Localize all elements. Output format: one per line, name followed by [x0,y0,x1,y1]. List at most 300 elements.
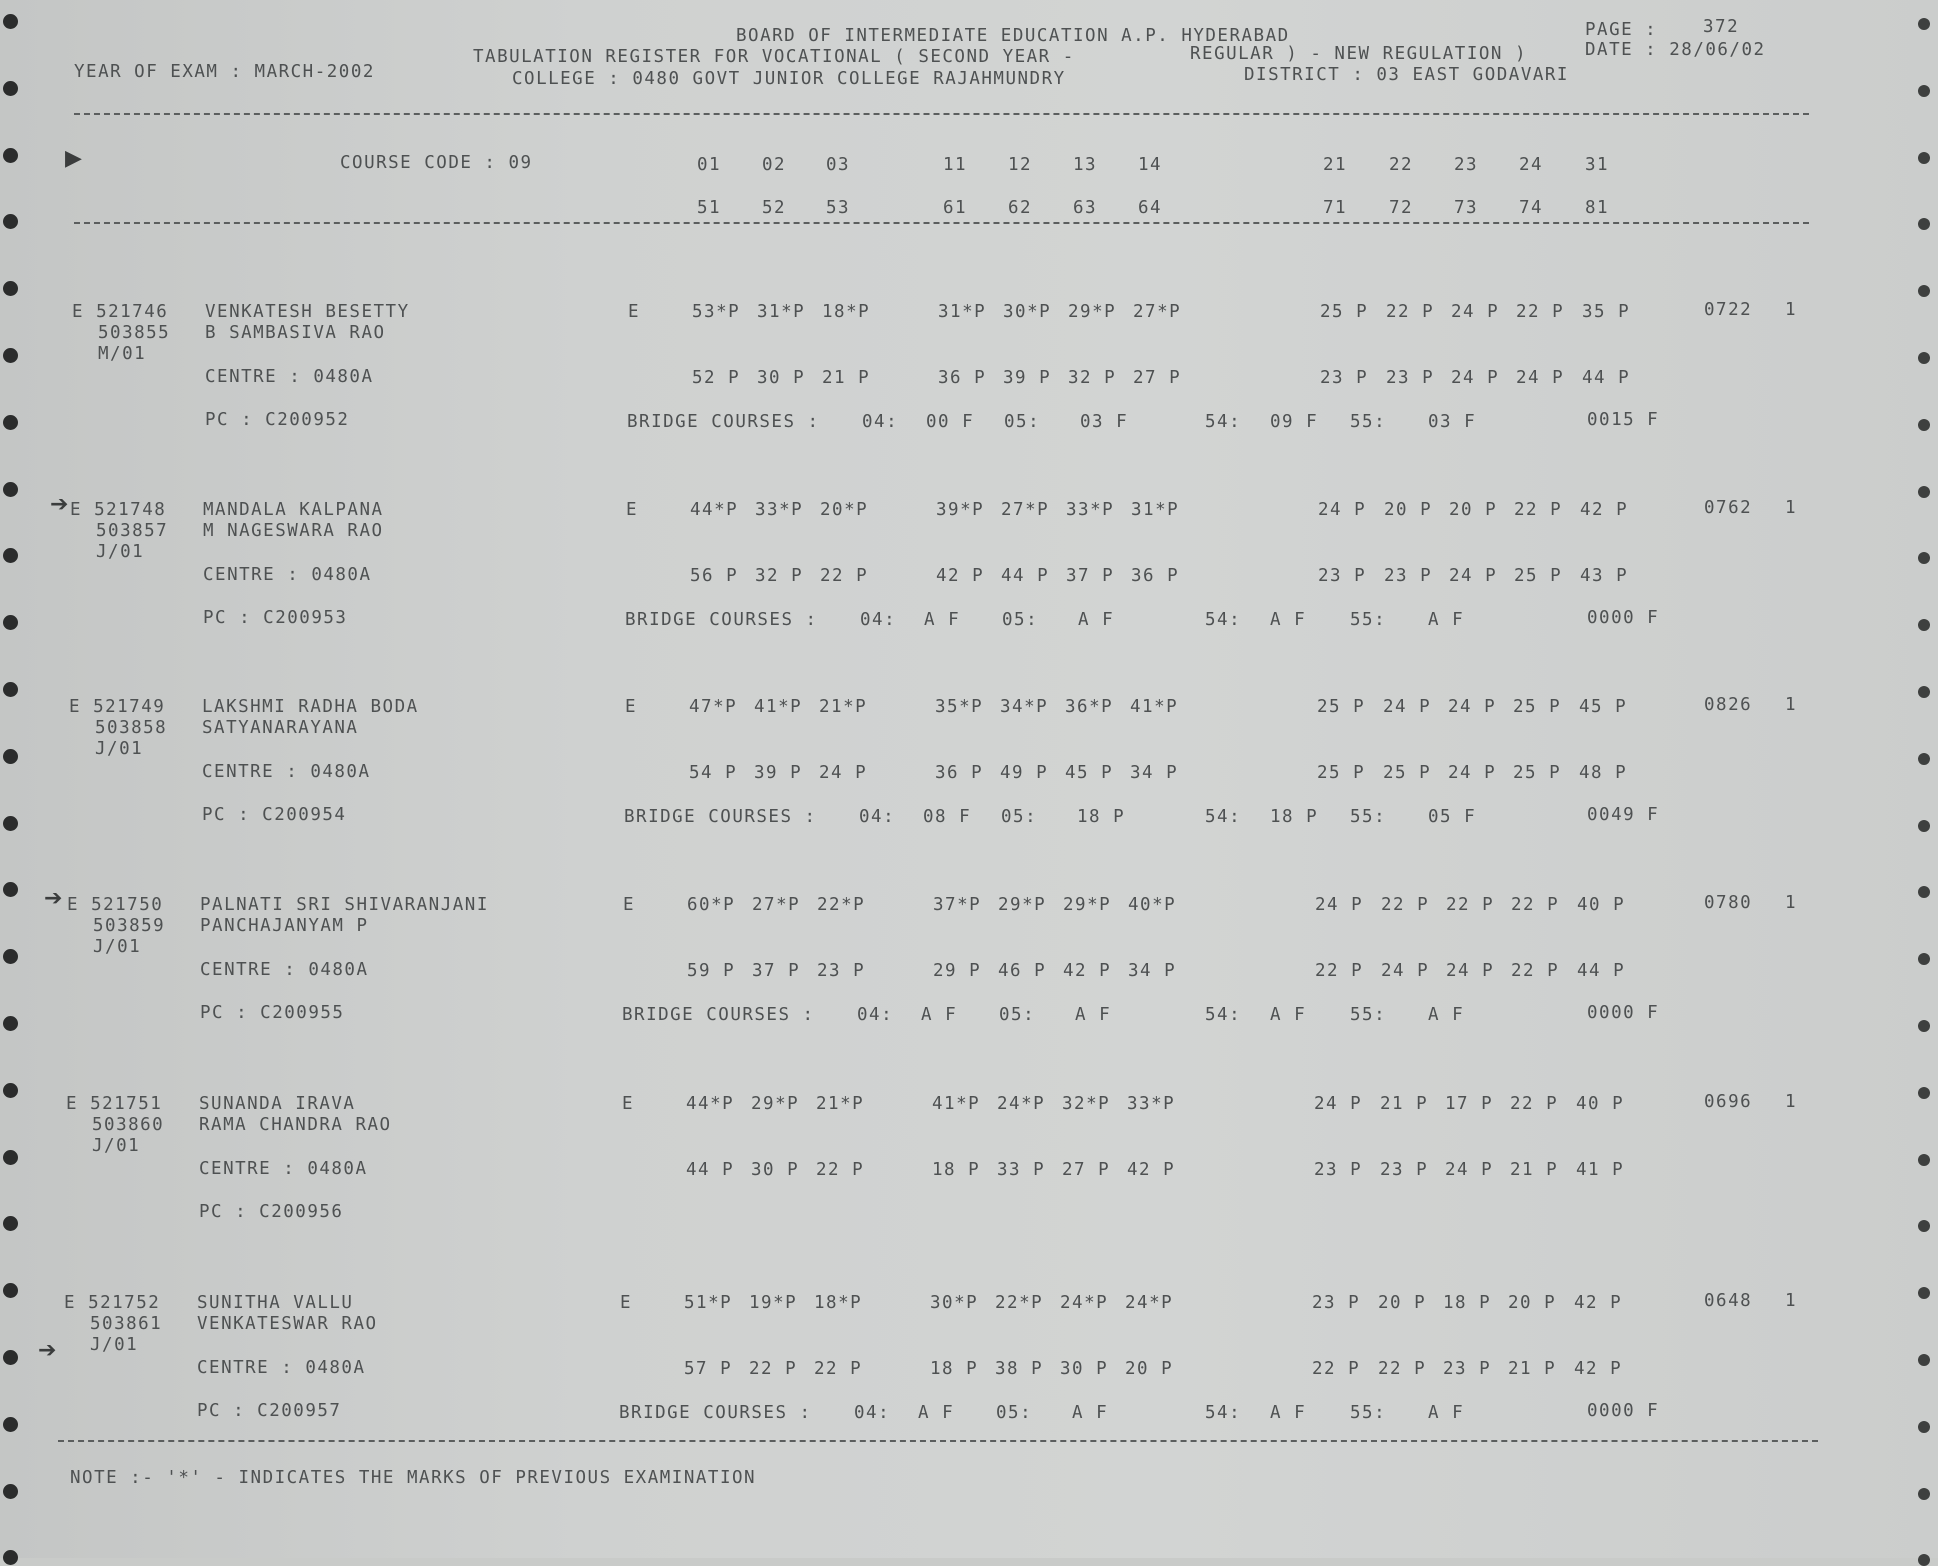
mark-cell: 24 P [1448,697,1497,717]
feed-hole [1918,352,1930,364]
grand-total: 0826 [1704,695,1753,715]
page-label: PAGE : [1585,20,1658,40]
bridge-mark: 18 P [1270,807,1319,827]
feed-hole [3,1350,18,1365]
header-divider-bottom [74,222,1809,224]
bridge-mark: A F [1078,610,1115,630]
feed-hole [3,14,18,29]
mark-cell: 44 P [686,1160,735,1180]
tick-arrow-icon: ➔ [38,1338,57,1363]
bridge-code: 04: [854,1403,891,1423]
mark-cell: 27*P [1133,302,1182,322]
mark-cell: 22 P [1381,895,1430,915]
mark-cell: 27*P [752,895,801,915]
mark-cell: 23 P [1384,566,1433,586]
feed-hole [1918,18,1930,30]
father-name: VENKATESWAR RAO [197,1314,378,1334]
mark-cell: 45 P [1065,763,1114,783]
bridge-total: 0015 F [1587,410,1660,430]
exam-code: E 521751 [66,1094,163,1114]
student-name: SUNITHA VALLU [197,1293,354,1313]
mark-cell: 22 P [1386,302,1435,322]
mark-cell: 44 P [1577,961,1626,981]
mark-cell: 30*P [930,1293,979,1313]
feed-hole [3,1150,18,1165]
mark-cell: 32 P [755,566,804,586]
bridge-label: BRIDGE COURSES : [625,610,818,630]
course-col-23: 23 [1454,155,1479,175]
bridge-mark: A F [1428,1403,1465,1423]
feed-hole [1918,1087,1930,1099]
course-col-11: 11 [943,155,968,175]
mark-cell: 46 P [998,961,1047,981]
mark-cell: 33*P [755,500,804,520]
bridge-mark: 03 F [1080,412,1129,432]
mark-cell: 32 P [1068,368,1117,388]
mark-cell: 27*P [1001,500,1050,520]
centre: CENTRE : 0480A [203,565,372,585]
bridge-code: 54: [1205,1403,1242,1423]
district-name: DISTRICT : 03 EAST GODAVARI [1244,65,1569,85]
mark-cell: 40 P [1577,895,1626,915]
medium: E [622,1094,635,1114]
bridge-label: BRIDGE COURSES : [624,807,817,827]
mark-cell: 37*P [933,895,982,915]
feed-hole [3,348,18,363]
mark-cell: 36*P [1065,697,1114,717]
bridge-mark: A F [1075,1005,1112,1025]
course-col-81: 81 [1585,198,1610,218]
mark-cell: 22 P [1312,1359,1361,1379]
mark-cell: 41*P [932,1094,981,1114]
mark-cell: 24 P [1451,302,1500,322]
mark-cell: 22*P [995,1293,1044,1313]
grand-total: 0696 [1704,1092,1753,1112]
mark-cell: 24 P [1445,1160,1494,1180]
bridge-code: 54: [1205,807,1242,827]
course-col-03: 03 [826,155,851,175]
feed-hole [1918,85,1930,97]
feed-hole [3,749,18,764]
centre: CENTRE : 0480A [199,1159,368,1179]
mark-cell: 22 P [1514,500,1563,520]
mark-cell: 33*P [1127,1094,1176,1114]
bridge-code: 55: [1350,1005,1387,1025]
bridge-mark: A F [1072,1403,1109,1423]
course-col-62: 62 [1008,198,1033,218]
mark-cell: 21 P [1380,1094,1429,1114]
tick-arrow-icon: ➔ [44,886,63,911]
mark-cell: 25 P [1320,302,1369,322]
course-col-52: 52 [762,198,787,218]
mark-cell: 24 P [819,763,868,783]
mark-cell: 31*P [757,302,806,322]
mark-cell: 31*P [938,302,987,322]
mark-cell: 22*P [817,895,866,915]
group-code: M/01 [98,344,147,364]
mark-cell: 21*P [819,697,868,717]
bridge-code: 54: [1205,412,1242,432]
mark-cell: 22 P [814,1359,863,1379]
feed-hole [3,816,18,831]
feed-hole [1918,753,1930,765]
mark-cell: 24 P [1451,368,1500,388]
student-name: VENKATESH BESETTY [205,302,410,322]
mark-cell: 22 P [1315,961,1364,981]
course-col-61: 61 [943,198,968,218]
mark-cell: 54 P [689,763,738,783]
mark-cell: 20 P [1125,1359,1174,1379]
course-col-22: 22 [1389,155,1414,175]
bridge-code: 55: [1350,807,1387,827]
feed-hole [1918,1421,1930,1433]
mark-cell: 27 P [1062,1160,1111,1180]
father-name: B SAMBASIVA RAO [205,323,386,343]
mark-cell: 22 P [816,1160,865,1180]
course-col-21: 21 [1323,155,1348,175]
feed-hole [3,148,18,163]
mark-cell: 42 P [1063,961,1112,981]
bridge-code: 04: [859,807,896,827]
mark-cell: 25 P [1317,763,1366,783]
pc-number: PC : C200955 [200,1003,345,1023]
mark-cell: 20 P [1508,1293,1557,1313]
result-division: 1 [1785,300,1798,320]
result-division: 1 [1785,1291,1798,1311]
result-division: 1 [1785,695,1798,715]
roll-number: 503858 [95,718,168,738]
mark-cell: 24 P [1315,895,1364,915]
grand-total: 0780 [1704,893,1753,913]
grand-total: 0762 [1704,498,1753,518]
mark-cell: 32*P [1062,1094,1111,1114]
exam-code: E 521746 [72,302,169,322]
student-name: PALNATI SRI SHIVARANJANI [200,895,489,915]
mark-cell: 30 P [751,1160,800,1180]
feed-hole [1918,686,1930,698]
mark-cell: 44 P [1001,566,1050,586]
mark-cell: 22 P [820,566,869,586]
mark-cell: 22 P [1511,895,1560,915]
mark-cell: 40 P [1576,1094,1625,1114]
mark-cell: 39*P [936,500,985,520]
pc-number: PC : C200957 [197,1401,342,1421]
course-col-71: 71 [1323,198,1348,218]
mark-cell: 20 P [1378,1293,1427,1313]
mark-cell: 42 P [1127,1160,1176,1180]
mark-cell: 22 P [1378,1359,1427,1379]
mark-cell: 44*P [686,1094,735,1114]
mark-cell: 44 P [1582,368,1631,388]
mark-cell: 22 P [749,1359,798,1379]
grand-total: 0722 [1704,300,1753,320]
footer-divider [58,1440,1818,1442]
course-col-64: 64 [1138,198,1163,218]
mark-cell: 24 P [1446,961,1495,981]
course-col-73: 73 [1454,198,1479,218]
mark-cell: 24 P [1516,368,1565,388]
mark-cell: 18*P [814,1293,863,1313]
course-col-53: 53 [826,198,851,218]
mark-cell: 18 P [932,1160,981,1180]
mark-cell: 24*P [1060,1293,1109,1313]
medium: E [625,697,638,717]
bridge-code: 05: [999,1005,1036,1025]
bridge-label: BRIDGE COURSES : [619,1403,812,1423]
page-number: 372 [1703,17,1740,37]
pc-number: PC : C200954 [202,805,347,825]
father-name: RAMA CHANDRA RAO [199,1115,392,1135]
college-name: COLLEGE : 0480 GOVT JUNIOR COLLEGE RAJAHMUNDRY [512,69,1066,89]
feed-hole [3,415,18,430]
bridge-code: 55: [1350,610,1387,630]
student-name: SUNANDA IRAVA [199,1094,356,1114]
mark-cell: 25 P [1514,566,1563,586]
mark-cell: 37 P [1066,566,1115,586]
mark-cell: 41*P [754,697,803,717]
bridge-code: 55: [1350,412,1387,432]
register-title: TABULATION REGISTER FOR VOCATIONAL ( SECOND YEAR - [473,47,1075,67]
mark-cell: 34 P [1130,763,1179,783]
medium: E [623,895,636,915]
mark-cell: 21*P [816,1094,865,1114]
bridge-code: 04: [860,610,897,630]
mark-cell: 22 P [1446,895,1495,915]
bridge-code: 05: [1002,610,1039,630]
bridge-code: 05: [1001,807,1038,827]
mark-cell: 48 P [1579,763,1628,783]
mark-cell: 30 P [757,368,806,388]
mark-cell: 33*P [1066,500,1115,520]
mark-cell: 24 P [1314,1094,1363,1114]
mark-cell: 59 P [687,961,736,981]
bridge-mark: A F [918,1403,955,1423]
group-code: J/01 [93,937,142,957]
bridge-code: 05: [1004,412,1041,432]
course-col-14: 14 [1138,155,1163,175]
course-col-24: 24 [1519,155,1544,175]
board-title: BOARD OF INTERMEDIATE EDUCATION A.P. HYDERABAD [736,26,1290,46]
bridge-code: 55: [1350,1403,1387,1423]
footnote: NOTE :- '*' - INDICATES THE MARKS OF PREVIOUS EXAMINATION [70,1468,757,1488]
mark-cell: 23 P [1314,1160,1363,1180]
pc-number: PC : C200956 [199,1202,344,1222]
feed-hole [1918,1488,1930,1500]
mark-cell: 21 P [822,368,871,388]
mark-cell: 17 P [1445,1094,1494,1114]
mark-cell: 24*P [1125,1293,1174,1313]
mark-cell: 24*P [997,1094,1046,1114]
father-name: M NAGESWARA RAO [203,521,384,541]
pc-number: PC : C200952 [205,410,350,430]
mark-cell: 45 P [1579,697,1628,717]
mark-cell: 42 P [936,566,985,586]
feed-hole [1918,152,1930,164]
mark-cell: 29*P [1068,302,1117,322]
centre: CENTRE : 0480A [202,762,371,782]
feed-hole [3,1083,18,1098]
group-code: J/01 [96,542,145,562]
bridge-label: BRIDGE COURSES : [627,412,820,432]
exam-code: E 521750 [67,895,164,915]
mark-cell: 60*P [687,895,736,915]
mark-cell: 52 P [692,368,741,388]
mark-cell: 29*P [1063,895,1112,915]
mark-cell: 22 P [1510,1094,1559,1114]
mark-cell: 21 P [1510,1160,1559,1180]
student-name: MANDALA KALPANA [203,500,384,520]
bridge-mark: A F [1270,610,1307,630]
mark-cell: 24 P [1449,566,1498,586]
centre: CENTRE : 0480A [200,960,369,980]
pointer-mark-icon: ▶ [65,146,82,171]
mark-cell: 23 P [1320,368,1369,388]
course-col-13: 13 [1073,155,1098,175]
mark-cell: 20 P [1449,500,1498,520]
tick-arrow-icon: ➔ [50,492,69,517]
course-col-72: 72 [1389,198,1414,218]
course-col-51: 51 [697,198,722,218]
feed-hole [3,682,18,697]
mark-cell: 33 P [997,1160,1046,1180]
mark-cell: 25 P [1513,697,1562,717]
mark-cell: 23 P [1380,1160,1429,1180]
roll-number: 503861 [90,1314,163,1334]
mark-cell: 25 P [1317,697,1366,717]
centre: CENTRE : 0480A [197,1358,366,1378]
mark-cell: 44*P [690,500,739,520]
result-division: 1 [1785,893,1798,913]
mark-cell: 41*P [1130,697,1179,717]
mark-cell: 43 P [1580,566,1629,586]
bridge-mark: A F [921,1005,958,1025]
mark-cell: 19*P [749,1293,798,1313]
mark-cell: 31*P [1131,500,1180,520]
medium: E [626,500,639,520]
feed-hole [1918,1154,1930,1166]
mark-cell: 23 P [1318,566,1367,586]
bridge-label: BRIDGE COURSES : [622,1005,815,1025]
feed-hole [1918,1020,1930,1032]
mark-cell: 42 P [1580,500,1629,520]
mark-cell: 25 P [1383,763,1432,783]
bridge-total: 0000 F [1587,1003,1660,1023]
medium: E [628,302,641,322]
bridge-code: 05: [996,1403,1033,1423]
mark-cell: 36 P [935,763,984,783]
bridge-total: 0000 F [1587,608,1660,628]
exam-code: E 521749 [69,697,166,717]
mark-cell: 23 P [1312,1293,1361,1313]
mark-cell: 23 P [1386,368,1435,388]
mark-cell: 25 P [1513,763,1562,783]
mark-cell: 29*P [998,895,1047,915]
bridge-mark: 18 P [1077,807,1126,827]
mark-cell: 47*P [689,697,738,717]
bridge-total: 0000 F [1587,1401,1660,1421]
exam-code: E 521748 [70,500,167,520]
mark-cell: 18*P [822,302,871,322]
mark-cell: 29 P [933,961,982,981]
mark-cell: 35 P [1582,302,1631,322]
feed-hole [3,1417,18,1432]
mark-cell: 34 P [1128,961,1177,981]
bridge-mark: A F [1428,610,1465,630]
mark-cell: 20*P [820,500,869,520]
mark-cell: 39 P [1003,368,1052,388]
course-code: COURSE CODE : 09 [340,153,533,173]
bridge-mark: 08 F [923,807,972,827]
course-col-31: 31 [1585,155,1610,175]
mark-cell: 39 P [754,763,803,783]
bridge-code: 04: [857,1005,894,1025]
mark-cell: 36 P [938,368,987,388]
feed-hole [1918,820,1930,832]
mark-cell: 41 P [1576,1160,1625,1180]
year-of-exam: YEAR OF EXAM : MARCH-2002 [74,62,375,82]
feed-hole [3,81,18,96]
mark-cell: 51*P [684,1293,733,1313]
mark-cell: 18 P [930,1359,979,1379]
student-name: LAKSHMI RADHA BODA [202,697,419,717]
feed-hole [1918,1354,1930,1366]
mark-cell: 40*P [1128,895,1177,915]
header-divider-top [74,113,1809,115]
bridge-code: 04: [862,412,899,432]
mark-cell: 37 P [752,961,801,981]
mark-cell: 23 P [1443,1359,1492,1379]
roll-number: 503860 [92,1115,165,1135]
mark-cell: 21 P [1508,1359,1557,1379]
report-date: DATE : 28/06/02 [1585,40,1766,60]
mark-cell: 24 P [1381,961,1430,981]
feed-hole [3,482,18,497]
roll-number: 503857 [96,521,169,541]
mark-cell: 22 P [1511,961,1560,981]
feed-hole [1918,1554,1930,1566]
mark-cell: 22 P [1516,302,1565,322]
mark-cell: 56 P [690,566,739,586]
medium: E [620,1293,633,1313]
grand-total: 0648 [1704,1291,1753,1311]
course-col-02: 02 [762,155,787,175]
bridge-mark: A F [924,610,961,630]
mark-cell: 35*P [935,697,984,717]
mark-cell: 36 P [1131,566,1180,586]
mark-cell: 30 P [1060,1359,1109,1379]
feed-hole [3,1484,18,1499]
father-name: PANCHAJANYAM P [200,916,369,936]
centre: CENTRE : 0480A [205,367,374,387]
bridge-mark: A F [1270,1403,1307,1423]
bridge-mark: 00 F [926,412,975,432]
mark-cell: 18 P [1443,1293,1492,1313]
mark-cell: 57 P [684,1359,733,1379]
result-division: 1 [1785,1092,1798,1112]
mark-cell: 24 P [1383,697,1432,717]
mark-cell: 42 P [1574,1359,1623,1379]
mark-cell: 30*P [1003,302,1052,322]
bridge-mark: A F [1270,1005,1307,1025]
roll-number: 503859 [93,916,166,936]
roll-number: 503855 [98,323,171,343]
mark-cell: 49 P [1000,763,1049,783]
course-col-01: 01 [697,155,722,175]
course-col-12: 12 [1008,155,1033,175]
bridge-mark: 05 F [1428,807,1477,827]
bridge-mark: A F [1428,1005,1465,1025]
mark-cell: 42 P [1574,1293,1623,1313]
